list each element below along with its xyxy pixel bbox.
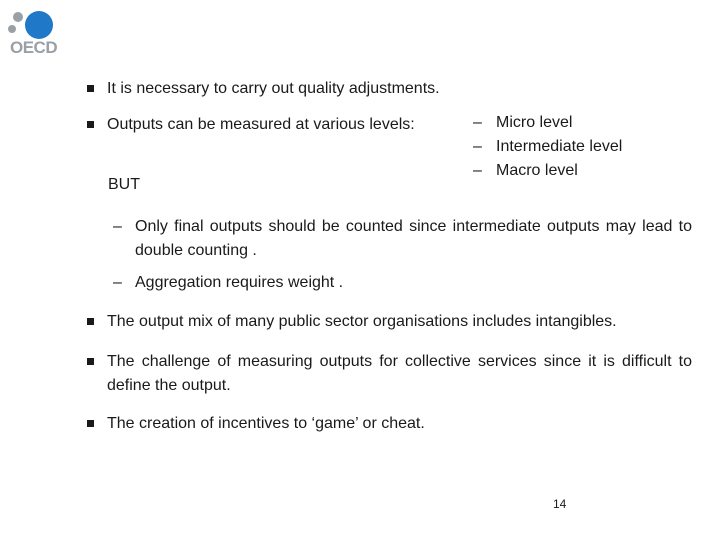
bullet-icon [87, 420, 94, 427]
bullet-text-1: It is necessary to carry out quality adjustments. [107, 80, 440, 97]
oecd-logo-text: OECD [10, 38, 58, 57]
bullet-icon [87, 358, 94, 365]
bullet-text-3: The output mix of many public sector organisations includes intangibles. [107, 313, 617, 330]
bullet-icon [87, 121, 94, 128]
level-dash: – [473, 138, 482, 155]
sub-point-2: Aggregation requires weight . [135, 274, 344, 291]
bullet-text-5: The creation of incentives to ‘game’ or cheat. [107, 415, 425, 432]
level-intermediate: Intermediate level [496, 138, 623, 155]
bullet-icon [87, 318, 94, 325]
bullet-text-2: Outputs can be measured at various levels: [107, 116, 415, 133]
level-micro: Micro level [496, 114, 573, 131]
sub-dash: – [113, 218, 122, 235]
sub-dash: – [113, 274, 122, 291]
bullet-icon [87, 85, 94, 92]
level-macro: Macro level [496, 162, 578, 179]
bullet-text-4: The challenge of measuring outputs for collective services since it is difficult to define the output. [107, 353, 692, 394]
oecd-globe-icon [6, 8, 58, 40]
page-number: 14 [553, 497, 567, 511]
sub-point-1: Only final outputs should be counted since intermediate outputs may lead to double counting . [135, 218, 692, 259]
oecd-logo [6, 8, 58, 56]
level-dash: – [473, 114, 482, 131]
but-label: BUT [108, 176, 140, 193]
level-dash: – [473, 162, 482, 179]
